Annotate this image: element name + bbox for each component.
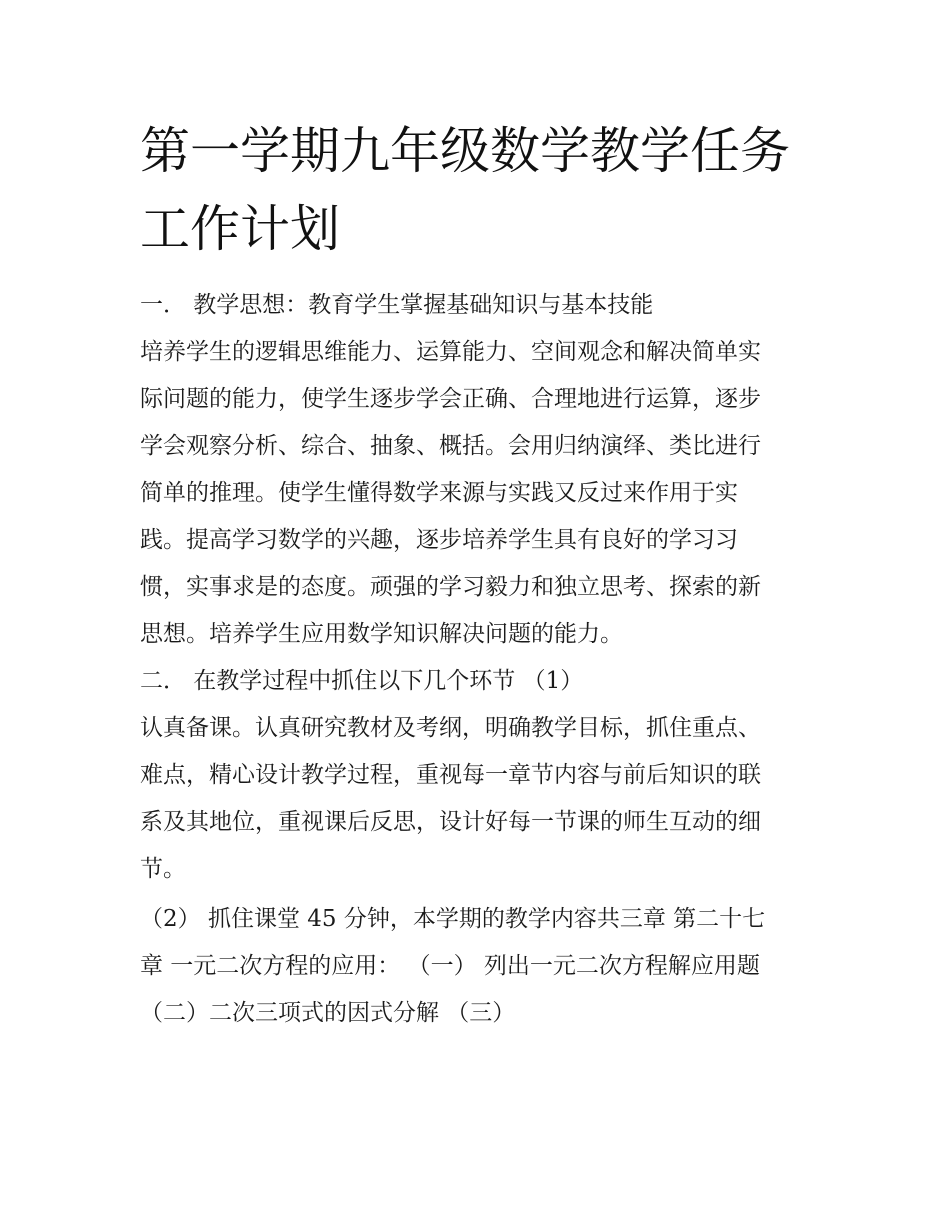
paragraph-line: （2） 抓住课堂 45 分钟，本学期的教学内容共三章 第二十七	[140, 906, 766, 932]
paragraph-line: 践。提高学习数学的兴趣，逐步培养学生具有良好的学习习	[140, 527, 738, 553]
paragraph-line: 学会观察分析、综合、抽象、概括。会用归纳演绎、类比进行	[140, 433, 761, 459]
section-heading-1: 一． 教学思想：教育学生掌握基础知识与基本技能	[140, 292, 654, 318]
paragraph-line: 培养学生的逻辑思维能力、运算能力、空间观念和解决简单实	[140, 339, 761, 365]
paragraph-line: （二）二次三项式的因式分解 （三）	[140, 1000, 516, 1026]
paragraph-line: 思想。培养学生应用数学知识解决问题的能力。	[140, 621, 623, 647]
paragraph-line: 惯，实事求是的态度。顽强的学习毅力和独立思考、探索的新	[140, 574, 761, 600]
paragraph-line: 难点，精心设计教学过程，重视每一章节内容与前后知识的联	[140, 762, 761, 788]
title-line: 工作计划	[140, 200, 340, 258]
document-title	[140, 112, 840, 268]
title-line: 第一学期九年级数学教学任务	[140, 122, 790, 180]
paragraph-line: 际问题的能力，使学生逐步学会正确、合理地进行运算，逐步	[140, 386, 761, 412]
paragraph-line: 节。	[140, 856, 186, 882]
paragraph-line: 简单的推理。使学生懂得数学来源与实践又反过来作用于实	[140, 480, 738, 506]
paragraph-line: 章 一元二次方程的应用： （一） 列出一元二次方程解应用题	[140, 953, 760, 979]
document-body	[140, 282, 820, 1037]
paragraph-line: 认真备课。认真研究教材及考纲，明确教学目标，抓住重点、	[140, 715, 761, 741]
paragraph-line: 系及其地位，重视课后反思，设计好每一节课的师生互动的细	[140, 809, 761, 835]
section-heading-2: 二． 在教学过程中抓住以下几个环节 （1）	[140, 668, 584, 694]
